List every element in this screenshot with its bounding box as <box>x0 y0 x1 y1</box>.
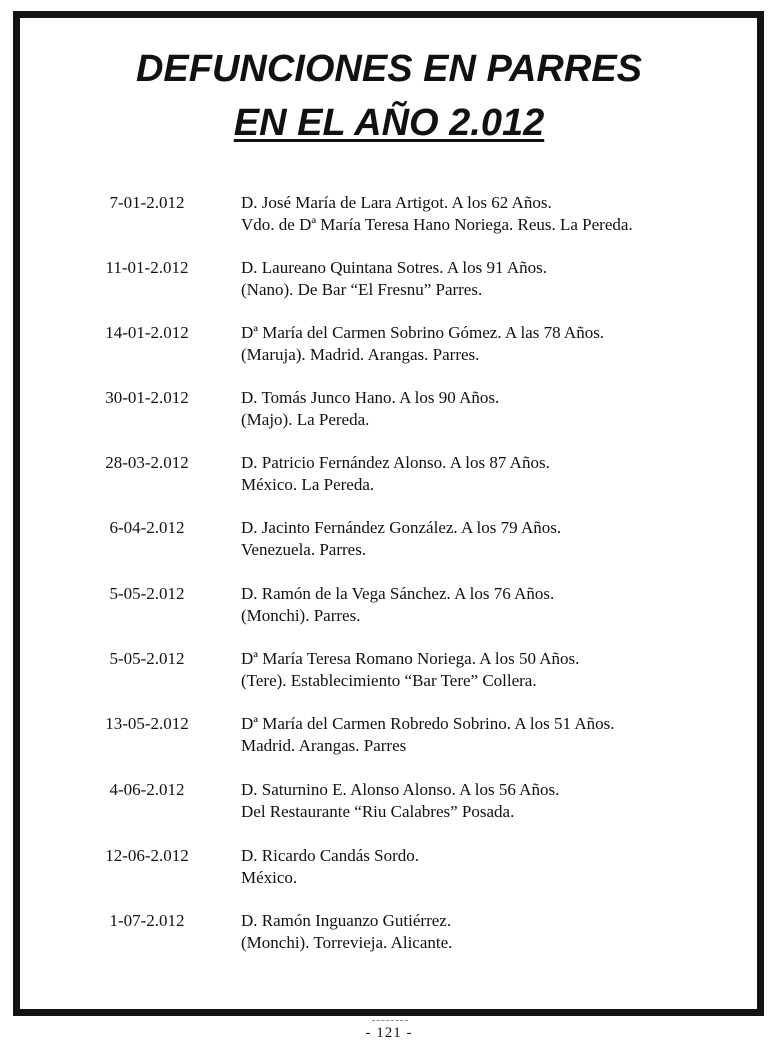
entry-name: D. Saturnino E. Alonso Alonso. A los 56 Años. <box>241 780 560 799</box>
entry-date: 6-04-2.012 <box>109 518 185 537</box>
entry-details: México. <box>241 868 298 887</box>
page-number-text: - 121 - <box>365 1025 413 1041</box>
entry-details: Vdo. de Dª María Teresa Hano Noriega. Reus. La Pereda. <box>241 215 633 234</box>
entry-name: D. Jacinto Fernández González. A los 79 Años. <box>241 518 562 537</box>
entry-name: D. Laureano Quintana Sotres. A los 91 Años. <box>241 258 547 277</box>
entry-details: México. La Pereda. <box>241 475 375 494</box>
entry-details: (Nano). De Bar “El Fresnu” Parres. <box>241 280 483 299</box>
entry-details: (Tere). Establecimiento “Bar Tere” Collera. <box>241 671 537 690</box>
title-line-2 <box>0 101 778 145</box>
entry-date: 30-01-2.012 <box>105 388 189 407</box>
entry-date: 1-07-2.012 <box>109 911 185 930</box>
entry-details: (Majo). La Pereda. <box>241 410 370 429</box>
entry-details: (Maruja). Madrid. Arangas. Parres. <box>241 345 480 364</box>
entry-details: (Monchi). Torrevieja. Alicante. <box>241 933 453 952</box>
entry-details: Madrid. Arangas. Parres <box>241 736 407 755</box>
entry-name: D. Ricardo Candás Sordo. <box>241 846 420 865</box>
entry-date: 12-06-2.012 <box>105 846 189 865</box>
entry-name: Dª María del Carmen Sobrino Gómez. A las 78 Años. <box>241 323 605 342</box>
entry-details: Venezuela. Parres. <box>241 540 367 559</box>
title-line-2-text: EN EL AÑO 2.012 <box>233 102 545 144</box>
entry-date: 5-05-2.012 <box>109 584 185 603</box>
entry-name: Dª María Teresa Romano Noriega. A los 50 Años. <box>241 649 580 668</box>
entry-date: 28-03-2.012 <box>105 453 189 472</box>
entry-details: Del Restaurante “Riu Calabres” Posada. <box>241 802 515 821</box>
entry-date: 4-06-2.012 <box>109 780 185 799</box>
entry-date: 11-01-2.012 <box>105 258 189 277</box>
entry-name: D. Ramón de la Vega Sánchez. A los 76 Años. <box>241 584 555 603</box>
page-number <box>0 1023 778 1043</box>
entry-date: 14-01-2.012 <box>105 323 189 342</box>
entry-name: D. Tomás Junco Hano. A los 90 Años. <box>241 388 500 407</box>
entry-date: 5-05-2.012 <box>109 649 185 668</box>
entry-name: D. Patricio Fernández Alonso. A los 87 Años. <box>241 453 550 472</box>
title-line-1: DEFUNCIONES EN PARRES <box>135 48 643 90</box>
entry-details: (Monchi). Parres. <box>241 606 361 625</box>
entry-name: Dª María del Carmen Robredo Sobrino. A los 51 Años. <box>241 714 615 733</box>
entry-date: 13-05-2.012 <box>105 714 189 733</box>
page-number-mark <box>372 1020 408 1021</box>
entry-name: D. José María de Lara Artigot. A los 62 Años. <box>241 193 552 212</box>
entry-date: 7-01-2.012 <box>109 193 185 212</box>
entry-name: D. Ramón Inguanzo Gutiérrez. <box>241 911 452 930</box>
